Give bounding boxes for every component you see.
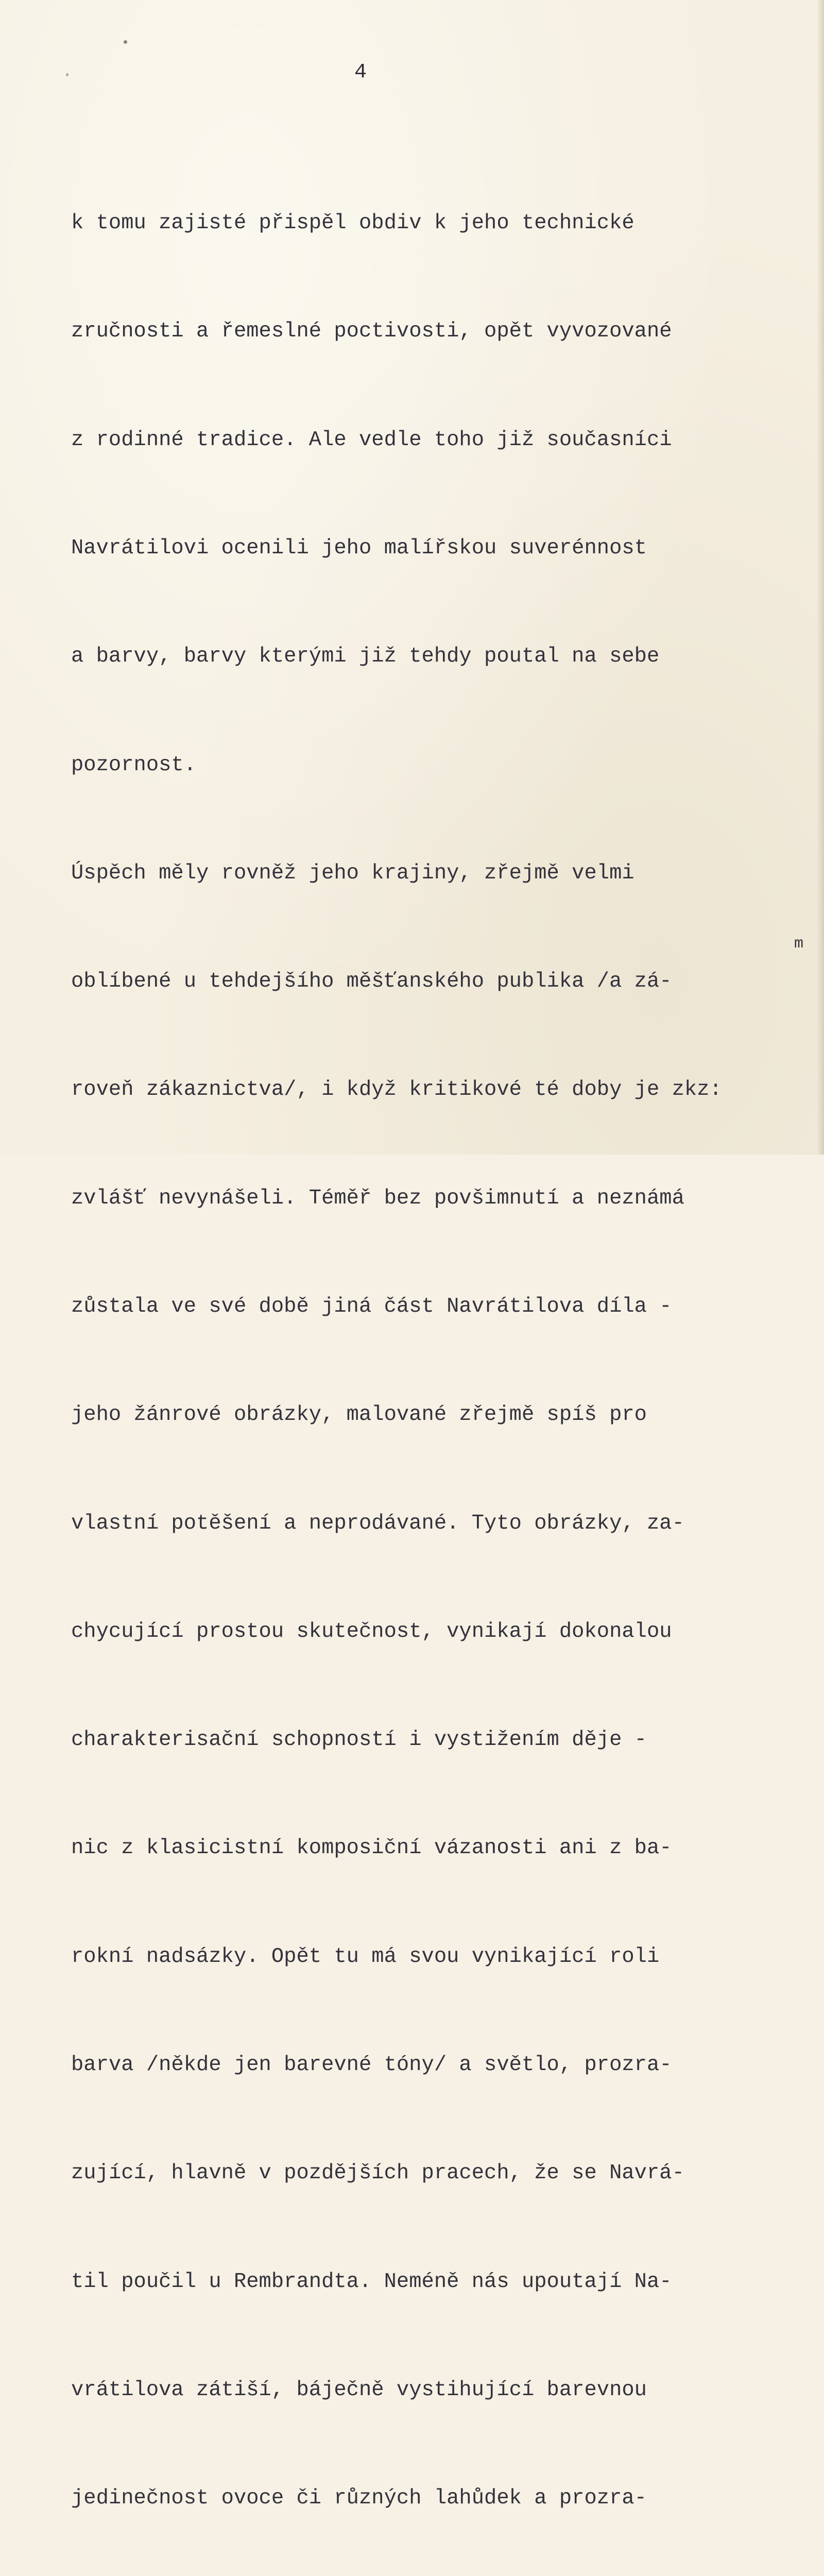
text-line: chycující prostou skutečnost, vynikají dokonalou <box>71 1619 672 1643</box>
text-line: charakterisační schopností i vystižením děje - <box>71 1728 647 1752</box>
margin-note: m <box>794 935 804 953</box>
text-line: rokní nadsázky. Opět tu má svou vynikající roli <box>71 1944 660 1969</box>
text-line: jedinečnost ovoce či různých lahůdek a prozra- <box>71 2486 647 2511</box>
ink-speck <box>124 40 127 44</box>
text-line: Úspěch měly rovněž jeho krajiny, zřejmě velmi <box>71 861 634 885</box>
text-line: vrátilova zátiší, báječně vystihující barevnou <box>71 2378 647 2402</box>
text-line: oblíbené u tehdejšího měšťanského publika /a zá- <box>71 970 672 994</box>
text-line: a barvy, barvy kterými již tehdy poutal na sebe <box>71 645 660 669</box>
text-line: barva /někde jen barevné tóny/ a světlo, prozra- <box>71 2053 672 2077</box>
text-line: jeho žánrové obrázky, malované zřejmě spíš pro <box>71 1403 647 1427</box>
text-line: zručnosti a řemeslné poctivosti, opět vyvozované <box>71 319 672 344</box>
text-line: roveň zákaznictva/, i když kritikové té doby je zkz: <box>71 1078 722 1102</box>
text-line: pozornost. <box>71 753 197 777</box>
page-number: 4 <box>354 61 367 84</box>
text-line: zůstala ve své době jiná část Navrátilova díla - <box>71 1295 672 1318</box>
text-line: vlastní potěšení a neprodávané. Tyto obrázky, za- <box>71 1511 684 1535</box>
text-line: nic z klasicistní komposiční vázanosti ani z ba- <box>71 1836 672 1860</box>
paper-edge-shadow <box>817 0 824 1155</box>
text-line: til poučil u Rembrandta. Neméně nás upoutají Na- <box>71 2269 672 2294</box>
text-line: z rodinné tradice. Ale vedle toho již současníci <box>71 428 672 452</box>
text-line: zvlášť nevynášeli. Téměř bez povšimnutí a neznámá <box>71 1186 684 1210</box>
text-line: Navrátilovi ocenili jeho malířskou suverénnost <box>71 536 647 561</box>
body-text <box>71 133 813 2576</box>
ink-speck <box>66 73 68 76</box>
text-line: k tomu zajisté přispěl obdiv k jeho technické <box>71 211 634 235</box>
text-line: zující, hlavně v pozdějších pracech, že se Navrá- <box>71 2161 684 2185</box>
